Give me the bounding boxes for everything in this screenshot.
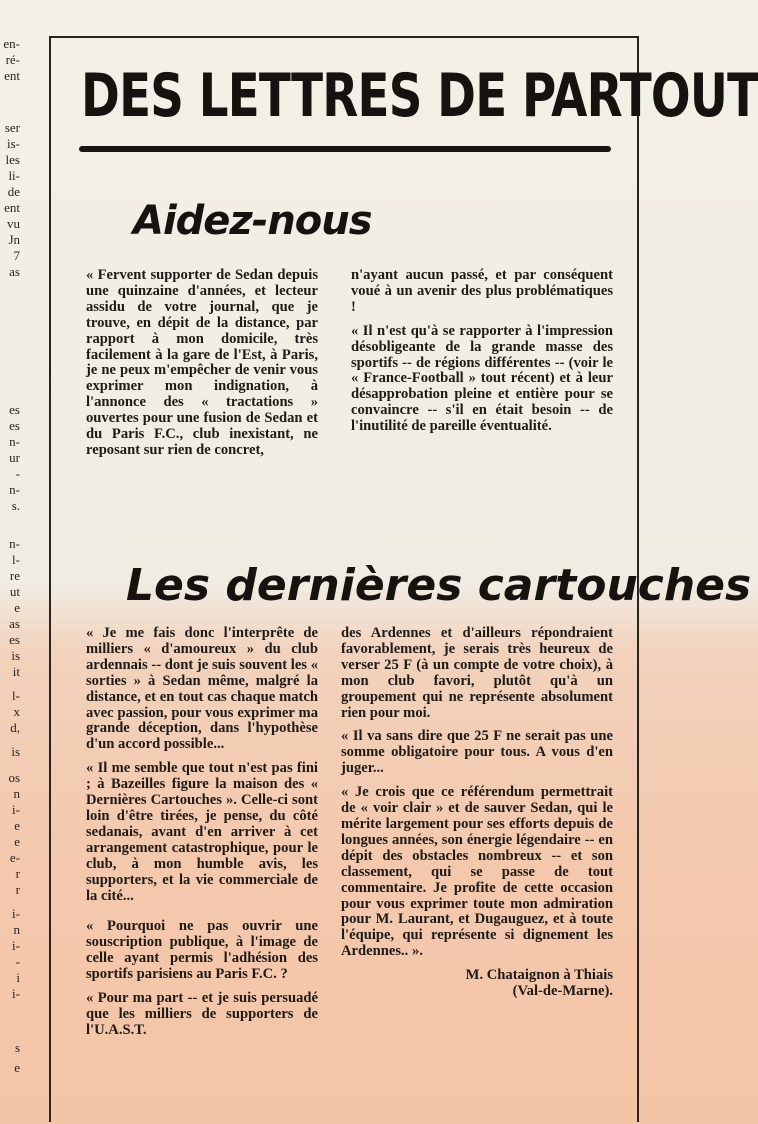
- paragraph: « Il me semble que tout n'est pas fini ; à Bazeilles figure la maison des « Dernières Cartouches ». Celle-ci sont loin d'être tirées, je pense, du côté sedanais, avant d'en arriver à cet arrangement catastrophique, pour le club, à mon humble avis, les supporters, et la vie commerciale de la cité...: [86, 760, 318, 904]
- fragment-text: -: [15, 466, 20, 481]
- section1-column-2: [351, 268, 613, 443]
- fragment-text: as: [9, 616, 20, 631]
- fragment-text: ur: [9, 450, 20, 465]
- section2-column-2: [341, 626, 613, 1000]
- fragment-text: i-: [12, 906, 20, 921]
- paragraph: « Je me fais donc l'interprête de milliers « d'amoureux » du club ardennais -- dont je suis souvent les « sorties » à Sedan même, malgré la distance, et en tout cas chaque match avec passion, pour vous exprimer ma grande déception, dans l'hypothèse d'un accord possible...: [86, 625, 318, 753]
- paragraph: n'ayant aucun passé, et par conséquent voué à un avenir des plus problématiques !: [351, 267, 613, 315]
- fragment-text: i-: [12, 986, 20, 1001]
- paragraph: « Fervent supporter de Sedan depuis une quinzaine d'années, et lecteur assidu de votre journal, que je trouve, en dépit de la distance, par rapport à mon domicile, très facilement à la gare de l'Est, à Paris, je ne peux m'empêcher de venir vous exprimer mon indignation, à l'annonce des « tractations » ouvertes pour une fusion de Sedan et du Paris F.C., club inexistant, ne reposant sur rien de concret,: [86, 267, 318, 458]
- fragment-text: 7: [13, 248, 20, 263]
- fragment-text: x: [13, 704, 20, 719]
- newspaper-clipping: [49, 36, 758, 1122]
- fragment-text: es: [9, 418, 20, 433]
- fragment-text: e-: [9, 850, 20, 865]
- fragment-text: Jn: [8, 232, 20, 247]
- fragment-text: i-: [12, 802, 20, 817]
- fragment-text: re: [9, 568, 20, 583]
- section1-column-1: [86, 268, 318, 467]
- fragment-text: es: [9, 402, 20, 417]
- fragment-text: -: [15, 954, 20, 969]
- page-headline: DES LETTRES DE PARTOUT: [81, 61, 758, 131]
- fragment-text: n: [13, 922, 20, 937]
- paragraph: « Pour ma part -- et je suis persuadé que les milliers de supporters de l'U.A.S.T.: [86, 990, 318, 1038]
- fragment-text: n-: [9, 434, 20, 449]
- paragraph: « Je crois que ce référendum permettrait de « voir clair » et de sauver Sedan, qui le mérite largement pour ses efforts depuis de longues années, son énergie légendaire -- en dépit des obstacles nombreux -- et son classement, qui se passe de tout commentaire. Je profite de cette occasion pour vous exprimer toute mon admiration pour M. Laurant, et Dugauguez, et à toute l'équipe, qui représente si dignement les Ardennes.. ».: [341, 784, 613, 960]
- fragment-text: ent: [4, 200, 20, 215]
- fragment-text: n: [13, 786, 20, 801]
- fragment-text: d,: [10, 720, 20, 735]
- fragment-text: es: [9, 632, 20, 647]
- adjacent-column-fragments: [0, 0, 38, 1124]
- fragment-text: ser: [4, 120, 20, 135]
- fragment-text: ré-: [5, 52, 20, 67]
- fragment-text: is: [11, 648, 20, 663]
- paragraph: des Ardennes et d'ailleurs répondraient favorablement, je serais très heureux de verser 25 F (à un compte de votre choix), à mon club favori, plutôt qu'à un groupement qui ne représente absolument rien pour moi.: [341, 625, 613, 721]
- fragment-text: ent: [4, 68, 20, 83]
- fragment-text: r: [15, 866, 20, 881]
- fragment-text: l-: [12, 688, 20, 703]
- fragment-text: it: [12, 664, 20, 679]
- paragraph: « Il va sans dire que 25 F ne serait pas une somme obligatoire pour tous. A vous d'en juger...: [341, 728, 613, 777]
- fragment-text: li-: [8, 168, 20, 183]
- fragment-text: n-: [9, 536, 20, 551]
- signature-place: (Val-de-Marne).: [512, 983, 613, 1000]
- fragment-text: les: [5, 152, 20, 167]
- fragment-text: e: [14, 818, 20, 833]
- fragment-text: i: [16, 970, 20, 985]
- fragment-text: en-: [3, 36, 20, 51]
- fragment-text: e: [14, 1060, 20, 1075]
- fragment-text: r: [15, 882, 20, 897]
- fragment-text: s.: [11, 498, 20, 513]
- paragraph: « Il n'est qu'à se rapporter à l'impression désobligeante de la grande masse des sportifs -- de régions différentes -- (voir le « France-Football » tout récent) et à leur désapprobation pleine et entière pour se convaincre -- s'il en était besoin -- de l'inutilité de pareille éventualité.: [351, 322, 613, 435]
- paragraph: « Pourquoi ne pas ouvrir une souscription publique, à l'image de celle ayant permis l'adhésion des sportifs parisiens au Paris F.C. ?: [86, 918, 318, 983]
- fragment-text: e: [14, 834, 20, 849]
- headline-rule: [79, 146, 611, 152]
- fragment-text: is-: [7, 136, 20, 151]
- section2-title: Les dernières cartouches: [126, 560, 752, 611]
- fragment-text: os: [8, 770, 20, 785]
- signature-name: M. Chataignon à Thiais: [465, 967, 613, 984]
- fragment-text: e: [14, 600, 20, 615]
- fragment-text: is: [11, 744, 20, 759]
- fragment-text: i-: [12, 938, 20, 953]
- section2-column-1: [86, 626, 318, 1047]
- fragment-text: ut: [9, 584, 20, 599]
- fragment-text: de: [7, 184, 20, 199]
- fragment-text: as: [9, 264, 20, 279]
- fragment-text: l-: [12, 552, 20, 567]
- section1-title: Aidez-nous: [133, 198, 372, 244]
- fragment-text: n-: [9, 482, 20, 497]
- fragment-text: s: [14, 1040, 20, 1055]
- fragment-text: vu: [7, 216, 20, 231]
